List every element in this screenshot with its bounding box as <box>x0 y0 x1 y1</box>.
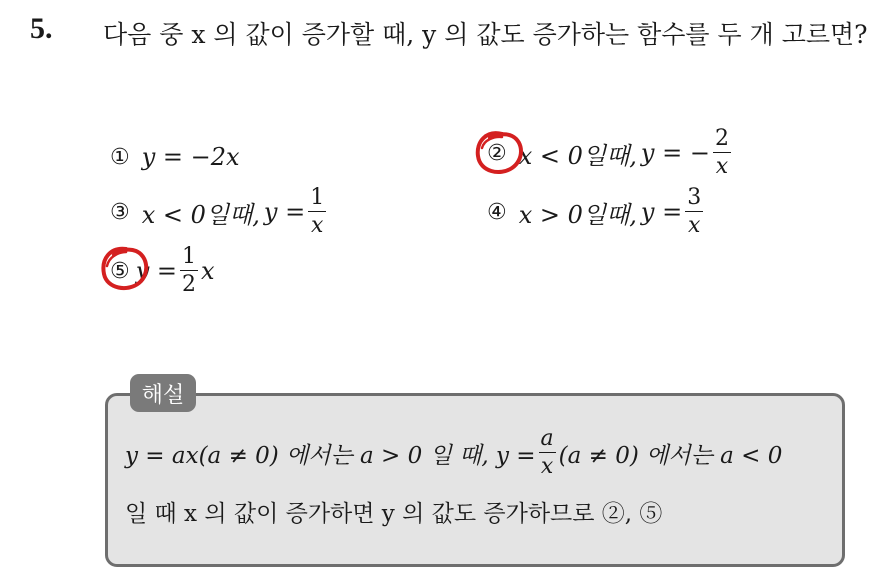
option-5-fraction-denominator: 2 <box>182 272 197 297</box>
option-5-fraction-numerator: 1 <box>182 244 197 269</box>
solution-fraction <box>539 428 556 478</box>
option-4-equation: y = <box>640 198 683 226</box>
option-2-equation: y = − <box>640 139 710 167</box>
option-4-fraction-denominator: x <box>687 213 701 238</box>
solution-label: 해설 <box>130 374 196 412</box>
option-4-condition: x > 0일때, <box>518 200 637 229</box>
solution-line-1-part-b: (a ≠ 0) 에서는 a < 0 <box>558 442 783 469</box>
option-3-fraction-denominator: x <box>310 213 324 238</box>
option-1-equation: y = −2x <box>141 143 240 171</box>
solution-line-2: 일 때 x 의 값이 증가하면 y 의 값도 증가하므로 ②, ⑤ <box>125 501 663 527</box>
question-text: 다음 중 x 의 값이 증가할 때, y 의 값도 증가하는 함수를 두 개 고르면? <box>103 20 868 49</box>
option-1-number: ① <box>110 144 130 170</box>
option-4-number: ④ <box>487 199 507 225</box>
solution-fraction-numerator: a <box>540 426 554 451</box>
solution-fraction-denominator: x <box>540 454 554 479</box>
option-4[interactable] <box>487 187 706 237</box>
option-2-fraction <box>713 128 731 178</box>
question-number: 5. <box>30 12 53 45</box>
option-5-equation: y = <box>135 257 178 285</box>
solution-line-1 <box>125 428 782 478</box>
option-4-fraction <box>685 187 703 237</box>
option-3-condition: x < 0일때, <box>141 200 260 229</box>
option-4-fraction-numerator: 3 <box>687 185 702 210</box>
option-3[interactable] <box>110 187 329 237</box>
solution-line-1-part-a: y = ax(a ≠ 0) 에서는 a > 0 일 때, y = <box>125 442 536 469</box>
option-2[interactable] <box>487 128 734 178</box>
option-5-suffix: x <box>201 257 215 285</box>
option-2-number: ② <box>487 140 507 166</box>
option-5[interactable] <box>110 246 215 296</box>
option-5-fraction <box>180 246 198 296</box>
option-3-fraction <box>308 187 326 237</box>
option-1[interactable] <box>110 143 240 171</box>
solution-box <box>105 393 845 567</box>
option-5-number: ⑤ <box>110 258 130 284</box>
option-2-condition: x < 0일때, <box>518 141 637 170</box>
option-3-number: ③ <box>110 199 130 225</box>
option-2-fraction-numerator: 2 <box>714 126 729 151</box>
option-3-equation: y = <box>263 198 306 226</box>
option-3-fraction-numerator: 1 <box>310 185 325 210</box>
option-2-fraction-denominator: x <box>715 154 729 179</box>
